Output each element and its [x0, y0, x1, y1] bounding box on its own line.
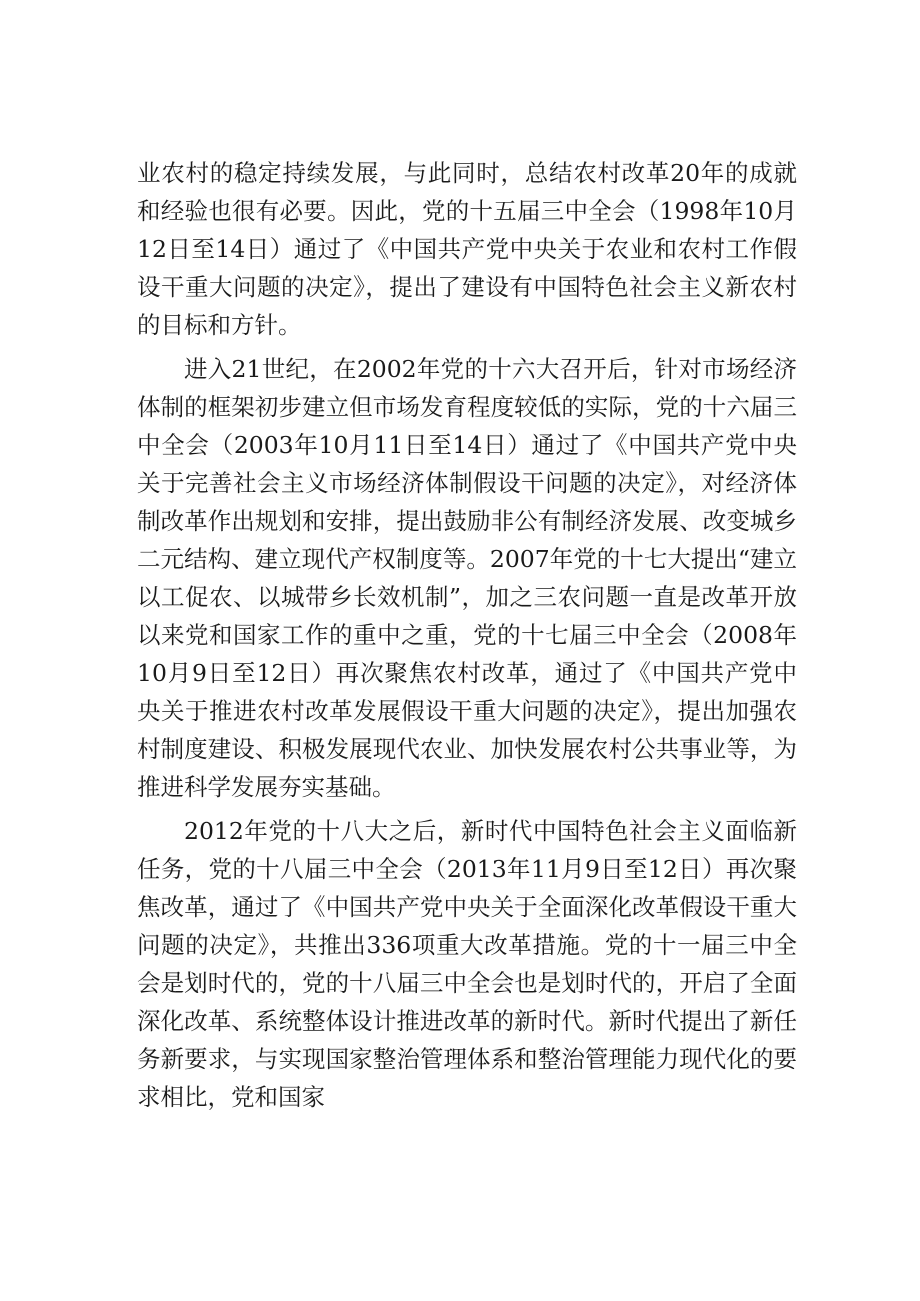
paragraph-2012: 2012年党的十八大之后，新时代中国特色社会主义面临新任务，党的十八届三中全会（2013年11月9日至12日）再次聚焦改革，通过了《中国共产党中央关于全面深化改革假设干重大问题的决定》，共推出336项重大改革措施。党的十一届三中全会是划时代的，党的十八届三中全会也是划时代的，开启了全面深化改革、系统整体设计推进改革的新时代。新时代提出了新任务新要求，与实现国家整治管理体系和整治管理能力现代化的要求相比，党和国家: [137, 817, 797, 1111]
paragraph-21st-century: 进入21世纪，在2002年党的十六大召开后，针对市场经济体制的框架初步建立但市场发育程度较低的实际，党的十六届三中全会（2003年10月11日至14日）通过了《中国共产党中央关于完善社会主义市场经济体制假设干问题的决定》，对经济体制改革作出规划和安排，提出鼓励非公有制经济发展、改变城乡二元结构、建立现代产权制度等。2007年党的十七大提出“建立以工促农、以城带乡长效机制”，加之三农问题一直是改革开放以来党和国家工作的重中之重，党的十七届三中全会（2008年10月9日至12日）再次聚焦农村改革，通过了《中国共产党中央关于推进农村改革发展假设干重大问题的决定》，提出加强农村制度建设、积极发展现代农业、加快发展农村公共事业等，为推进科学发展夯实基础。: [137, 355, 797, 801]
document-body: [137, 154, 797, 1116]
paragraph-continuation: 业农村的稳定持续发展，与此同时，总结农村改革20年的成就和经验也很有必要。因此，党的十五届三中全会（1998年10月12日至14日）通过了《中国共产党中央关于农业和农村工作假设干重大问题的决定》，提出了建设有中国特色社会主义新农村的目标和方针。: [137, 159, 797, 339]
